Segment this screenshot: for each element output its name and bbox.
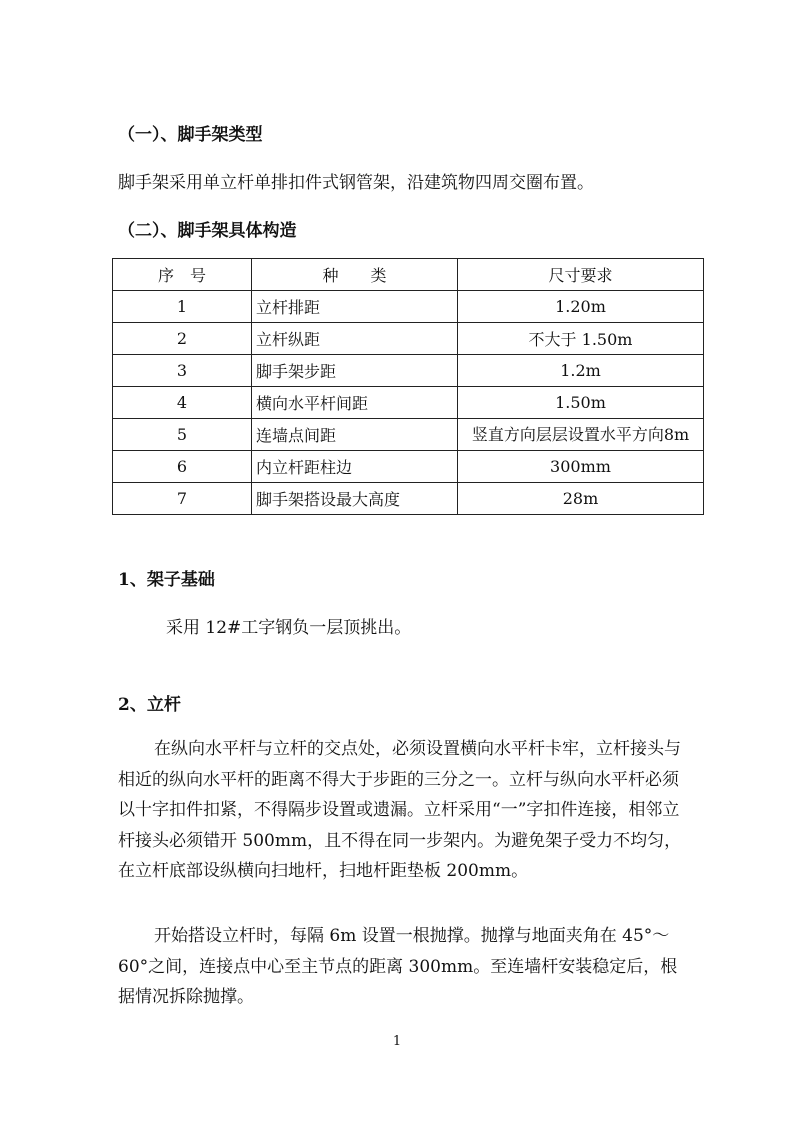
- scaffold-type-text: 脚手架采用单立杆单排扣件式钢管架，沿建筑物四周交圈布置。: [118, 173, 594, 193]
- row-no: 5: [113, 419, 252, 451]
- table-row: [113, 451, 704, 483]
- row-kind: 横向水平杆间距: [252, 387, 458, 419]
- row-kind: 脚手架搭设最大高度: [252, 483, 458, 515]
- header-requirement: 尺寸要求: [458, 259, 704, 291]
- table-row: [113, 291, 704, 323]
- table-row: [113, 387, 704, 419]
- row-requirement: 28m: [458, 483, 704, 515]
- row-requirement: 1.20m: [458, 291, 704, 323]
- row-kind: 脚手架步距: [252, 355, 458, 387]
- row-requirement: 不大于 1.50m: [458, 323, 704, 355]
- header-no: 序 号: [113, 259, 252, 291]
- page-number: 1: [392, 1034, 402, 1049]
- row-requirement: 竖直方向层层设置水平方向8m: [458, 419, 704, 451]
- row-kind: 内立杆距柱边: [252, 451, 458, 483]
- row-no: 7: [113, 483, 252, 515]
- row-no: 3: [113, 355, 252, 387]
- table-row: [113, 483, 704, 515]
- row-requirement: 300mm: [458, 451, 704, 483]
- scaffold-spec-table: [112, 258, 704, 515]
- row-kind: 立杆纵距: [252, 323, 458, 355]
- table-header-row: [113, 259, 704, 291]
- row-requirement: 1.50m: [458, 387, 704, 419]
- row-no: 2: [113, 323, 252, 355]
- table-row: [113, 355, 704, 387]
- row-no: 6: [113, 451, 252, 483]
- row-no: 4: [113, 387, 252, 419]
- row-kind: 连墙点间距: [252, 419, 458, 451]
- row-no: 1: [113, 291, 252, 323]
- item-title-upright-pole: 2、立杆: [118, 695, 181, 715]
- section-title-scaffold-structure: （二）、脚手架具体构造: [118, 221, 297, 241]
- foundation-text: 采用 12#工字钢负一层顶挑出。: [166, 618, 412, 638]
- upright-pole-paragraph-1: 在纵向水平杆与立杆的交点处，必须设置横向水平杆卡牢，立杆接头与相近的纵向水平杆的距离不得大于步距的三分之一。立杆与纵向水平杆必须以十字扣件扣紧，不得隔步设置或遗漏。立杆采用“一”字扣件连接，相邻立杆接头必须错开 500mm，且不得在同一步架内。为避免架子受力不均匀，在立杆底部设纵横向扫地杆，扫地杆距垫板 200mm。: [118, 739, 682, 881]
- table-row: [113, 419, 704, 451]
- upright-pole-paragraph-2: 开始搭设立杆时，每隔 6m 设置一根抛撑。抛撑与地面夹角在 45°～60°之间，连接点中心至主节点的距离 300mm。至连墙杆安装稳定后，根据情况拆除抛撑。: [118, 926, 678, 1007]
- section-title-scaffold-type: （一）、脚手架类型: [118, 125, 263, 145]
- row-kind: 立杆排距: [252, 291, 458, 323]
- item-title-foundation: 1、架子基础: [118, 570, 215, 590]
- table-row: [113, 323, 704, 355]
- header-kind: 种 类: [252, 259, 458, 291]
- row-requirement: 1.2m: [458, 355, 704, 387]
